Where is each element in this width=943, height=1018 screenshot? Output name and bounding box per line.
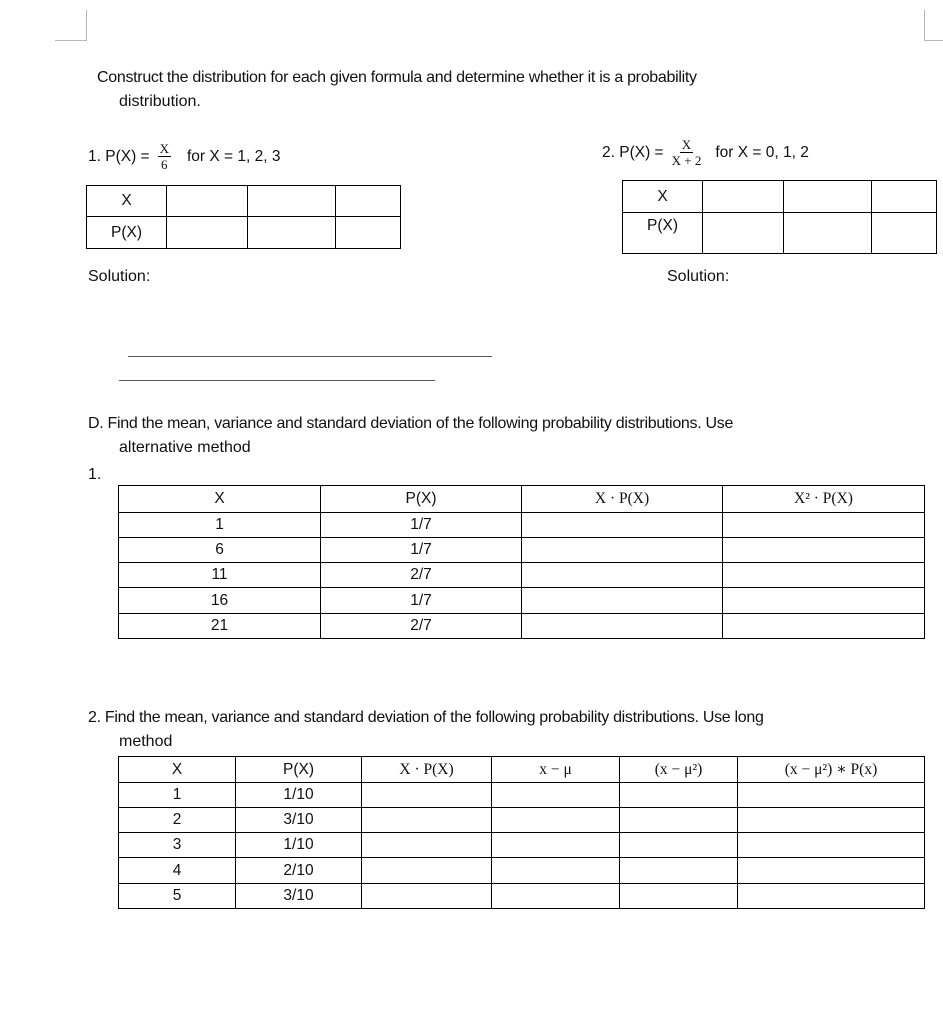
problem-2-cell[interactable] [872,213,937,254]
section-d-answer-cell[interactable] [522,614,723,639]
instructions-line-2: distribution. [119,93,201,110]
section-2-cell-p: 3/10 [236,808,362,833]
section-d-cell-x: 6 [119,538,321,563]
problem-1-solution-label: Solution: [88,268,151,285]
problem-2-formula [602,138,809,167]
section-2-heading-line-2: method [119,733,173,750]
section-2-header-x: X [119,757,236,783]
section-2-cell-p: 1/10 [236,783,362,808]
section-d-header-px: P(X) [321,486,522,513]
section-2-answer-cell[interactable] [492,783,620,808]
section-2-answer-cell[interactable] [492,884,620,909]
section-d-answer-cell[interactable] [723,513,925,538]
section-2-answer-cell[interactable] [492,808,620,833]
section-2-table [118,756,925,909]
section-2-cell-p: 1/10 [236,833,362,858]
section-2-heading-line-1: 2. Find the mean, variance and standard deviation of the following probability distributions. Use long [88,709,764,726]
section-2-answer-cell[interactable] [738,884,925,909]
section-d-answer-cell[interactable] [723,563,925,588]
crop-mark-right [924,10,943,41]
section-d-answer-cell[interactable] [723,538,925,563]
problem-2-table [622,180,937,254]
section-d-answer-cell[interactable] [522,513,723,538]
section-2-header-deviation-squared: (x − μ²) [620,757,738,783]
section-2-answer-cell[interactable] [620,783,738,808]
section-d-answer-cell[interactable] [723,614,925,639]
section-d-cell-x: 16 [119,588,321,614]
section-2-answer-cell[interactable] [362,858,492,884]
section-d-cell-p: 1/7 [321,588,522,614]
problem-2-row-label-px: P(X) [623,213,703,254]
problem-2-fraction [672,138,702,167]
problem-2-suffix: for X = 0, 1, 2 [715,143,809,161]
section-2-cell-p: 3/10 [236,884,362,909]
section-2-cell-x: 1 [119,783,236,808]
crop-mark-left [55,10,87,41]
section-d-cell-x: 11 [119,563,321,588]
section-2-answer-cell[interactable] [492,858,620,884]
problem-2-denominator: X + 2 [671,153,702,168]
section-2-answer-cell[interactable] [362,884,492,909]
section-2-header-x-minus-mu: x − μ [492,757,620,783]
answer-line[interactable] [128,356,492,357]
section-d-heading-line-1: D. Find the mean, variance and standard deviation of the following probability distributions. Use [88,415,734,432]
problem-1-formula [88,142,280,171]
problem-1-cell[interactable] [167,186,248,217]
section-d-answer-cell[interactable] [522,538,723,563]
instructions-line-1: Construct the distribution for each given formula and determine whether it is a probability [97,69,697,86]
section-d-cell-p: 2/7 [321,614,522,639]
problem-1-cell[interactable] [167,217,248,249]
problem-2-cell[interactable] [872,181,937,213]
problem-1-table [86,185,401,249]
section-d-heading-line-2: alternative method [119,439,251,456]
section-d-header-x-times-px: X · P(X) [522,486,723,513]
section-d-cell-p: 1/7 [321,538,522,563]
section-2-cell-x: 4 [119,858,236,884]
section-2-answer-cell[interactable] [362,833,492,858]
problem-2-numerator: X [681,137,692,152]
section-2-header-px: P(X) [236,757,362,783]
section-2-cell-x: 2 [119,808,236,833]
section-d-header-x-squared-times-px: X² · P(X) [723,486,925,513]
problem-2-cell[interactable] [784,213,872,254]
section-2-answer-cell[interactable] [620,833,738,858]
problem-2-cell[interactable] [703,213,784,254]
section-2-answer-cell[interactable] [738,783,925,808]
problem-2-solution-label: Solution: [667,268,730,285]
section-2-answer-cell[interactable] [620,884,738,909]
section-2-answer-cell[interactable] [738,833,925,858]
problem-1-cell[interactable] [336,217,401,249]
problem-1-cell[interactable] [248,217,336,249]
problem-1-numerator: X [159,141,169,156]
section-d-header-x: X [119,486,321,513]
section-2-answer-cell[interactable] [492,833,620,858]
section-2-cell-p: 2/10 [236,858,362,884]
section-2-header-deviation-times-px: (x − μ²) ∗ P(x) [738,757,925,783]
section-d-cell-p: 2/7 [321,563,522,588]
problem-1-fraction [158,142,171,171]
problem-2-row-label-x: X [623,181,703,213]
problem-1-row-label-x: X [87,186,167,217]
section-d-answer-cell[interactable] [723,588,925,614]
problem-1-cell[interactable] [336,186,401,217]
section-d-cell-x: 1 [119,513,321,538]
section-2-answer-cell[interactable] [620,858,738,884]
problem-1-prefix: 1. P(X) = [88,147,150,165]
section-2-answer-cell[interactable] [362,808,492,833]
answer-line[interactable] [119,380,435,381]
problem-1-cell[interactable] [248,186,336,217]
problem-2-cell[interactable] [784,181,872,213]
problem-1-denominator: 6 [161,157,168,172]
problem-2-cell[interactable] [703,181,784,213]
section-2-answer-cell[interactable] [620,808,738,833]
section-d-answer-cell[interactable] [522,563,723,588]
section-2-answer-cell[interactable] [738,808,925,833]
section-2-answer-cell[interactable] [738,858,925,884]
section-d-item-number: 1. [88,466,102,483]
problem-1-suffix: for X = 1, 2, 3 [186,147,281,165]
section-2-header-x-times-px: X · P(X) [362,757,492,783]
section-d-answer-cell[interactable] [522,588,723,614]
section-d-table [118,485,925,639]
section-2-cell-x: 3 [119,833,236,858]
section-d-cell-x: 21 [119,614,321,639]
section-d-cell-p: 1/7 [321,513,522,538]
problem-2-prefix: 2. P(X) = [602,143,664,161]
section-2-answer-cell[interactable] [362,783,492,808]
section-2-cell-x: 5 [119,884,236,909]
problem-1-row-label-px: P(X) [87,217,167,249]
